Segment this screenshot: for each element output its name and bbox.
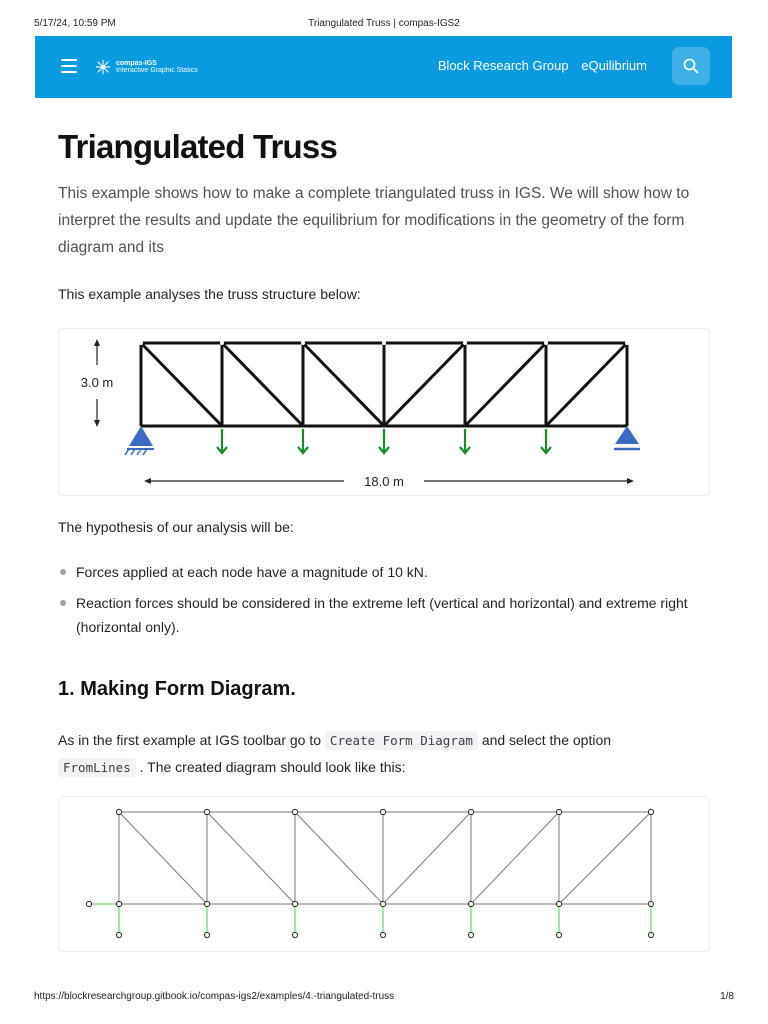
analysis-paragraph: This example analyses the truss structure below: bbox=[58, 286, 361, 302]
form-diagram bbox=[59, 797, 709, 951]
form-edges bbox=[119, 812, 651, 904]
site-header bbox=[35, 36, 732, 98]
search-button[interactable] bbox=[672, 47, 710, 85]
nav-link-equilibrium[interactable]: eQuilibrium bbox=[581, 58, 647, 73]
hypothesis-paragraph: The hypothesis of our analysis will be: bbox=[58, 519, 294, 535]
truss-diagram bbox=[59, 329, 709, 495]
search-icon bbox=[683, 58, 699, 74]
left-pin-support bbox=[125, 426, 154, 455]
nav-link-block-research-group[interactable]: Block Research Group bbox=[437, 58, 569, 73]
instruction-text: As in the first example at IGS toolbar go to bbox=[58, 732, 322, 748]
hypothesis-list bbox=[58, 560, 710, 646]
span-dimension bbox=[144, 474, 634, 489]
header-nav bbox=[429, 58, 647, 73]
logo-subtitle: Interactive Graphic Statics bbox=[116, 67, 198, 74]
create-form-diagram-code: Create Form Diagram bbox=[325, 731, 478, 750]
height-label: 3.0 m bbox=[80, 375, 114, 390]
load-arrows bbox=[217, 429, 551, 453]
menu-icon[interactable] bbox=[61, 59, 77, 73]
section-heading: 1. Making Form Diagram. bbox=[58, 678, 296, 700]
print-header bbox=[34, 18, 734, 32]
height-dimension bbox=[81, 339, 114, 427]
print-url: https://blockresearchgroup.gitbook.io/compas-igs2/examples/4.-triangulated-truss bbox=[34, 991, 395, 1002]
instructions-paragraph bbox=[58, 727, 710, 781]
list-item: Forces applied at each node have a magnitude of 10 kN. bbox=[58, 560, 710, 584]
form-nodes bbox=[86, 809, 653, 937]
print-doc-title: Triangulated Truss | compas-IGS2 bbox=[308, 18, 460, 29]
fromlines-code: FromLines bbox=[58, 758, 136, 777]
truss-members bbox=[141, 343, 627, 426]
right-roller-support bbox=[614, 426, 640, 449]
logo-icon bbox=[94, 58, 112, 76]
form-diagram-figure bbox=[58, 796, 710, 952]
print-datetime: 5/17/24, 10:59 PM bbox=[34, 18, 116, 29]
page-title: Triangulated Truss bbox=[58, 128, 338, 165]
site-logo[interactable] bbox=[94, 56, 198, 78]
instruction-text: and select the option bbox=[481, 732, 612, 748]
span-label: 18.0 m bbox=[364, 474, 404, 489]
list-item: Reaction forces should be considered in the extreme left (vertical and horizontal) and extreme right (horizontal only). bbox=[58, 591, 710, 639]
logo-title: compas-IGS bbox=[116, 60, 157, 67]
form-load-edges bbox=[89, 904, 651, 934]
truss-figure bbox=[58, 328, 710, 496]
instruction-text: . The created diagram should look like this: bbox=[139, 759, 406, 775]
print-page-number: 1/8 bbox=[720, 991, 734, 1002]
intro-paragraph: This example shows how to make a complete triangulated truss in IGS. We will show how to interpret the results and update the equilibrium for modifications in the geometry of the form diagram and its bbox=[58, 185, 690, 256]
print-footer bbox=[34, 991, 734, 1005]
